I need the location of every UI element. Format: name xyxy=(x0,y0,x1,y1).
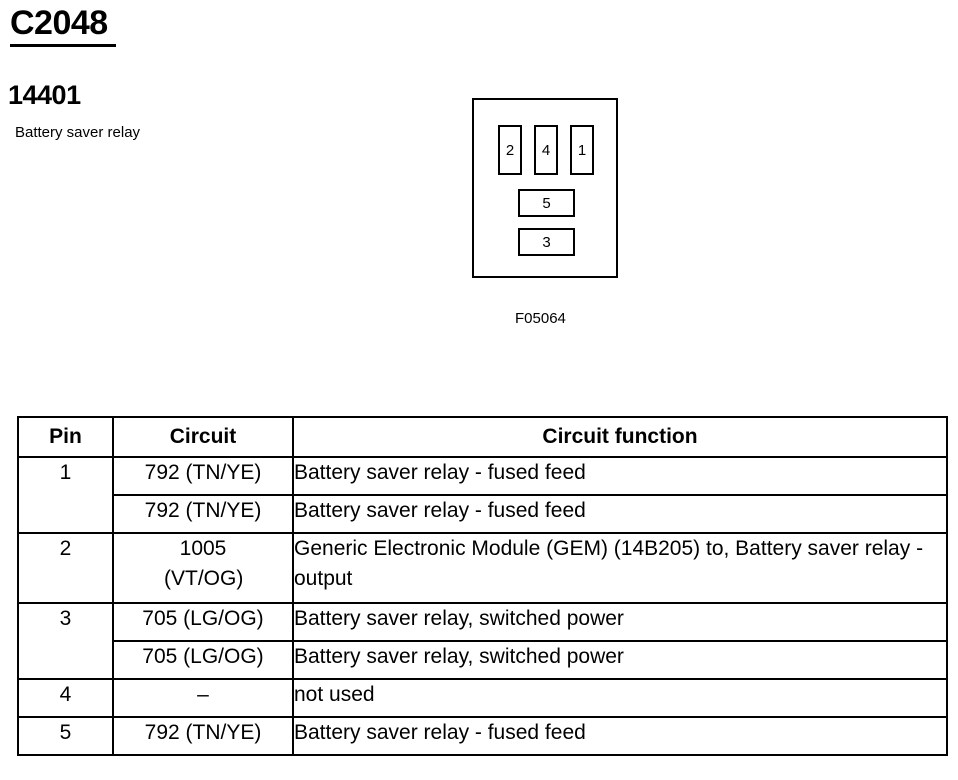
pinout-table xyxy=(17,416,948,756)
pin-cavity-5: 5 xyxy=(518,189,575,217)
connector-title: C2048 xyxy=(10,4,108,42)
pin-cell: 5 xyxy=(18,717,113,755)
function-cell: Generic Electronic Module (GEM) (14B205) to, Battery saver relay - output xyxy=(293,533,947,603)
table-row xyxy=(18,533,947,603)
header-circuit: Circuit xyxy=(113,417,293,457)
pin-cavity-3: 3 xyxy=(518,228,575,256)
function-cell: Battery saver relay - fused feed xyxy=(293,495,947,533)
function-cell: Battery saver relay - fused feed xyxy=(293,457,947,495)
pin-cell: 1 xyxy=(18,457,113,533)
header-pin: Pin xyxy=(18,417,113,457)
circuit-cell: 792 (TN/YE) xyxy=(113,495,293,533)
figure-label: F05064 xyxy=(515,310,566,327)
pin-cavity-1: 1 xyxy=(570,125,594,175)
table-row xyxy=(18,679,947,717)
part-number: 14401 xyxy=(8,80,81,110)
connector-face-diagram xyxy=(472,98,618,278)
header-circuit-function: Circuit function xyxy=(293,417,947,457)
circuit-cell: 705 (LG/OG) xyxy=(113,641,293,679)
table-header-row xyxy=(18,417,947,457)
function-cell: Battery saver relay - fused feed xyxy=(293,717,947,755)
part-description: Battery saver relay xyxy=(15,124,141,141)
title-underline xyxy=(10,44,116,47)
function-cell: not used xyxy=(293,679,947,717)
circuit-cell: 792 (TN/YE) xyxy=(113,457,293,495)
table-row xyxy=(18,495,947,533)
function-cell: Battery saver relay, switched power xyxy=(293,603,947,641)
pin-cavity-2: 2 xyxy=(498,125,522,175)
table-row xyxy=(18,603,947,641)
circuit-cell: 792 (TN/YE) xyxy=(113,717,293,755)
pin-cell: 3 xyxy=(18,603,113,679)
pin-cavity-4: 4 xyxy=(534,125,558,175)
function-cell: Battery saver relay, switched power xyxy=(293,641,947,679)
table-row xyxy=(18,457,947,495)
pin-cell: 4 xyxy=(18,679,113,717)
table-row xyxy=(18,641,947,679)
circuit-cell: 705 (LG/OG) xyxy=(113,603,293,641)
table-row xyxy=(18,717,947,755)
circuit-cell: – xyxy=(113,679,293,717)
circuit-cell: 1005 (VT/OG) xyxy=(113,533,293,603)
pin-cell: 2 xyxy=(18,533,113,603)
